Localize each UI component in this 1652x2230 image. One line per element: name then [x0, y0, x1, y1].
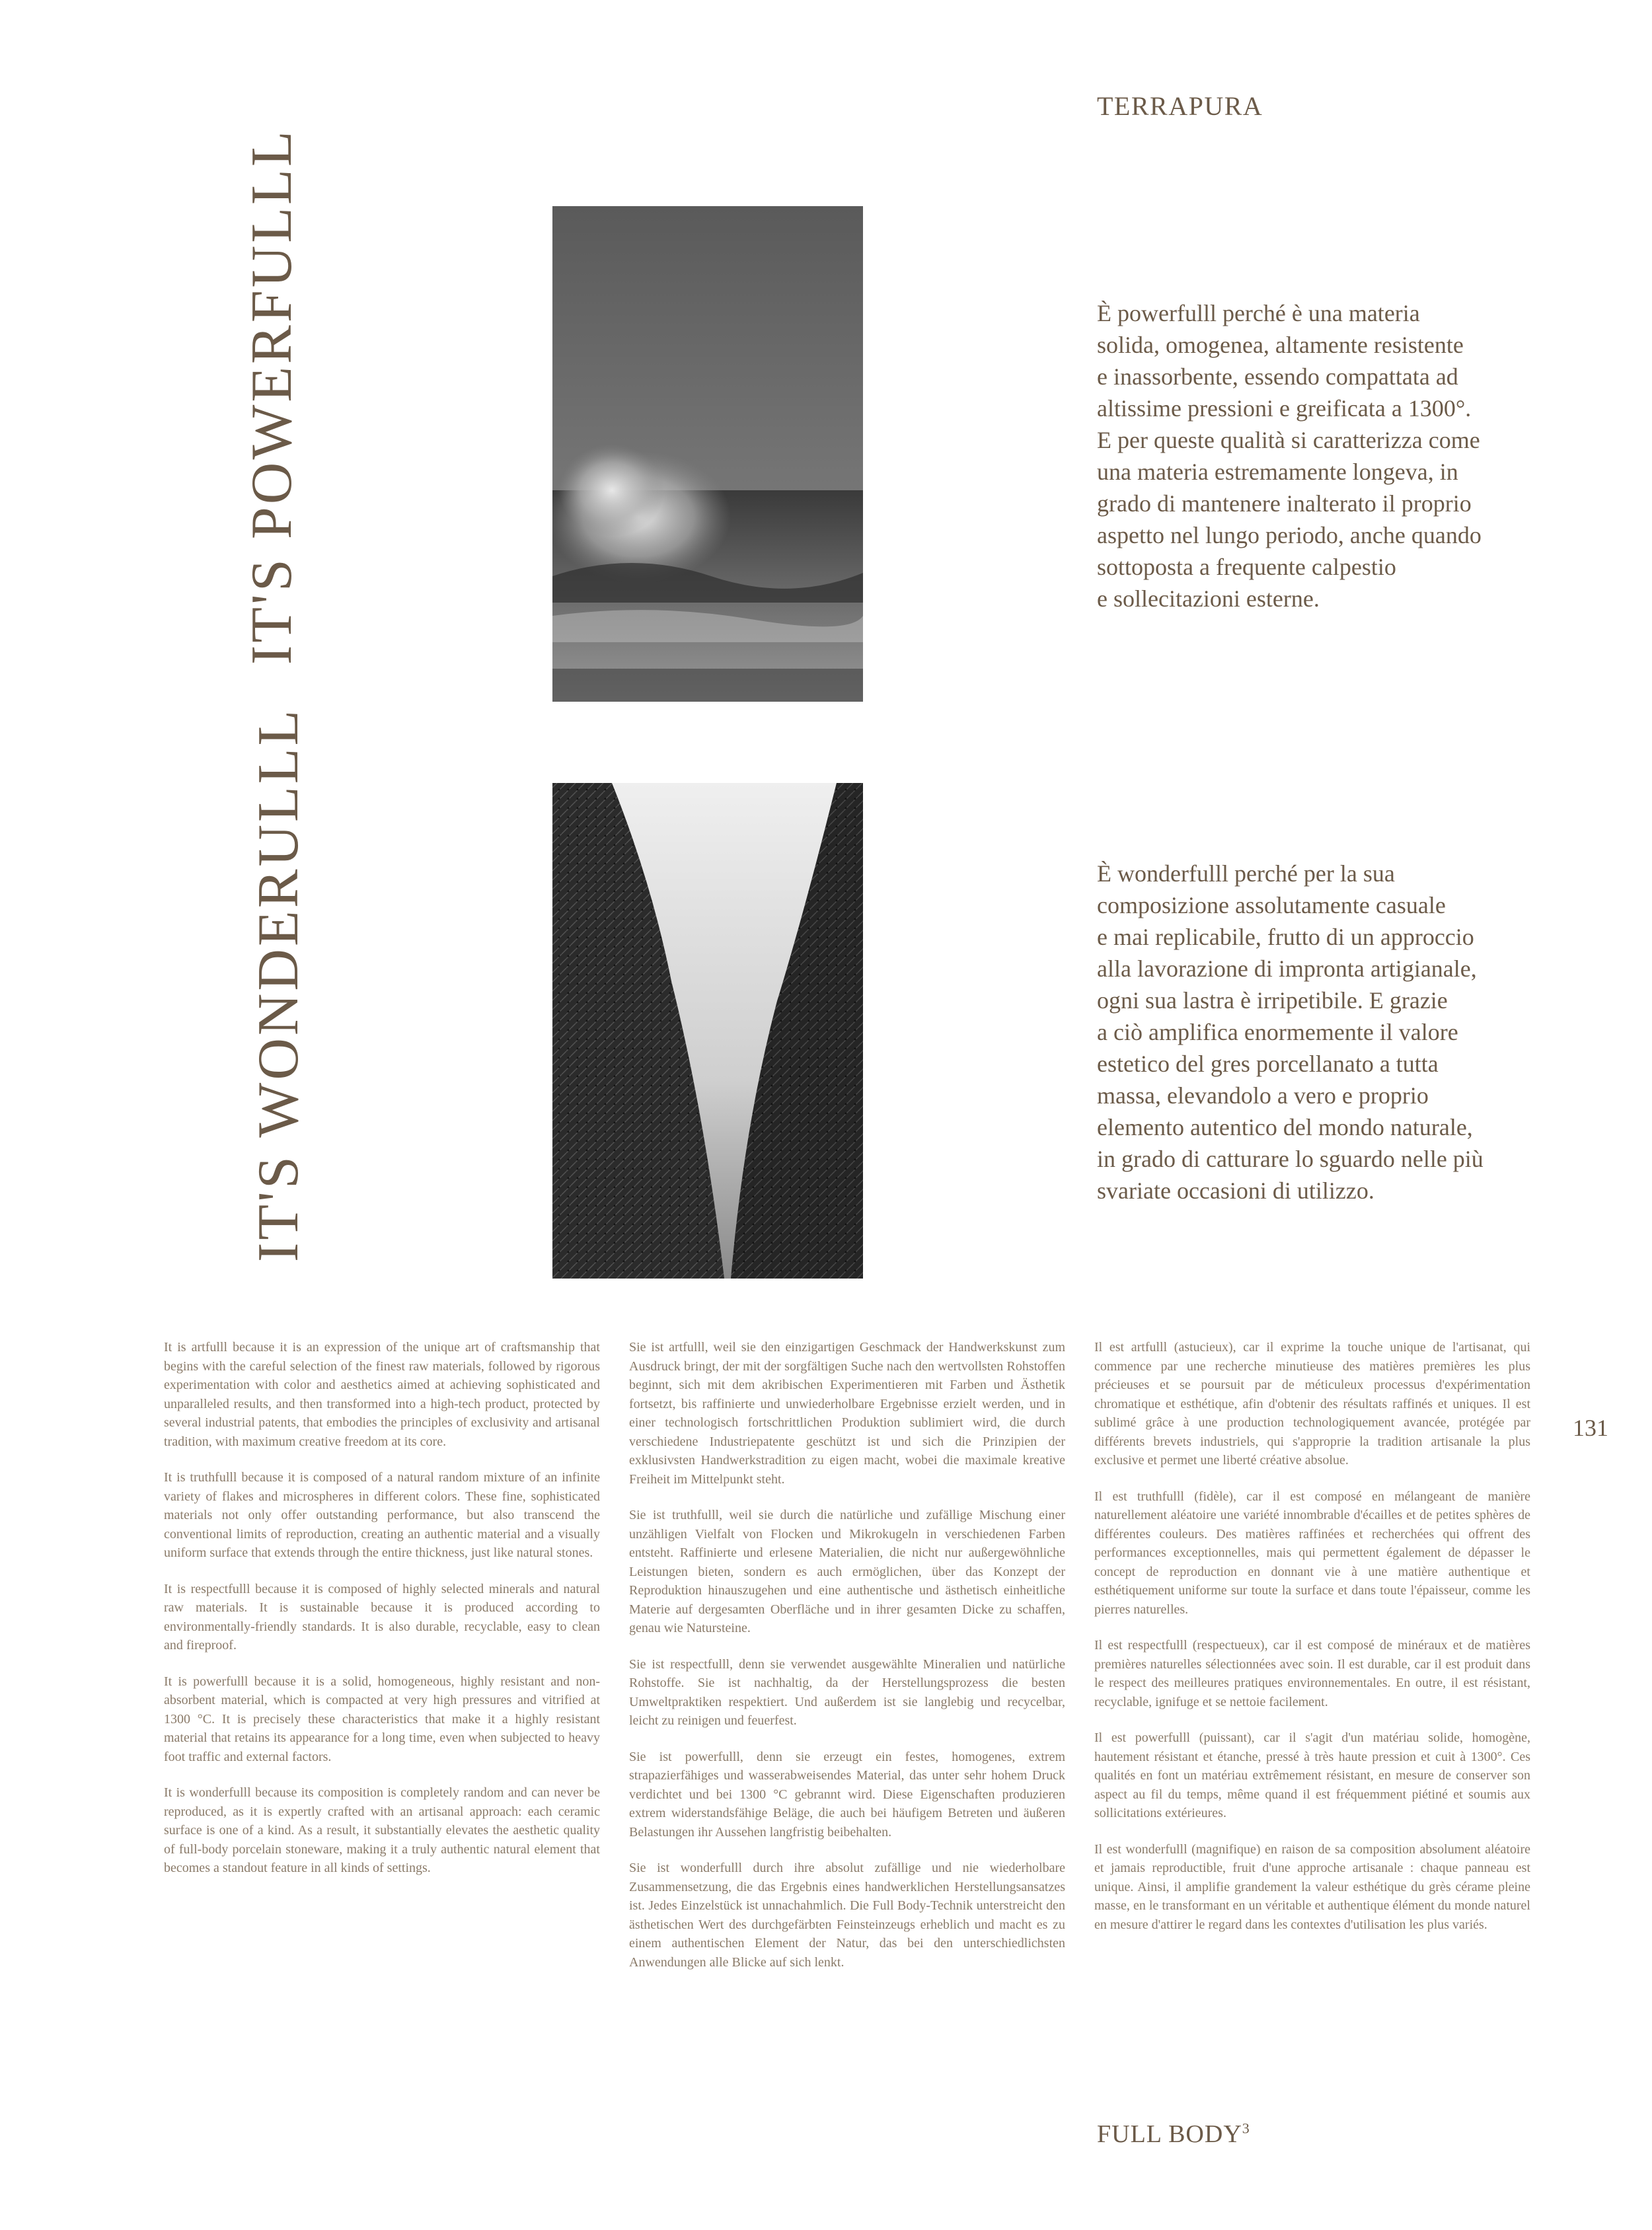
english-artfull: It is artfulll because it is an expression of the unique art of craftsmanship that begins with the careful selection of the finest raw materials, followed by rigorous experimentation with color and aesthetics aimed at achieving sophisticated and unparalleled results, and then transformed into a high-tech product, protected by several industrial patents, that embodies the principles of exclusivity and artisanal tradition, with maximum creative freedom at its core. — [164, 1340, 600, 1449]
footer-text: FULL BODY — [1097, 2120, 1242, 2148]
footer-superscript: 3 — [1242, 2120, 1250, 2137]
french-truthfull: Il est truthfulll (fidèle), car il est composé en mélangeant de manière naturellement aléatoire une variété innombrable d'écailles et de petites sphères de différentes couleurs. Des matières raffinées et recherchées qui offrent des performances exceptionnelles, mais qui permettent également de dépasser le concept de reproduction en donnant vie à une matière authentique et esthétiquement uniforme sur toute la surface et dans toute l'épaisseur, comme les pierres naturelles. — [1094, 1489, 1530, 1617]
english-powerfull: It is powerfulll because it is a solid, homogeneous, highly resistant and non-absorbent material, which is compacted at very high pressures and vitrified at 1300 °C. It is precisely these characteristics that make it a highly resistant material that retains its appearance for a long time, even when subjected to heavy foot traffic and external factors. — [164, 1674, 600, 1764]
ocean-wave-photo — [552, 206, 863, 702]
powerfull-description: È powerfulll perché è una materia solida, omogenea, altamente resistente e inassorbente, essendo compattata ad altissime pressioni e greificata a 1300°. E per queste qualità si caratterizza come una materia estremamente longeva, in grado di mantenere inalterato il proprio aspetto nel lungo periodo, anche quando sottoposta a frequente calpestio e sollecitazioni esterne. — [1097, 300, 1482, 612]
english-column — [164, 1338, 600, 1895]
brand-name: TERRAPURA — [1097, 91, 1263, 121]
page-number: 131 — [1573, 1415, 1608, 1441]
french-respectfull: Il est respectfulll (respectueux), car il est composé de minéraux et de matières premières naturelles sélectionnées avec soin. Il est durable, car il est produit dans le respect des meilleures pratiques environnementales. En outre, il est résistant, recyclable, ignifuge et se nettoie facilement. — [1094, 1638, 1530, 1709]
vertical-title-wonderfull: IT'S WONDERULLL — [246, 707, 311, 1262]
french-wonderfull: Il est wonderfulll (magnifique) en raison de sa composition absolument aléatoire et jamais reproductible, fruit d'une approche artisanale : chaque panneau est unique. Ainsi, il amplifie grandement la valeur esthétique du grès cérame pleine masse, en le transformant en un véritable et authentique élément du monde naturel en mesure d'attirer le regard dans les contextes d'utilisation les plus variés. — [1094, 1841, 1530, 1932]
footer-title — [1097, 2120, 1250, 2149]
german-column — [629, 1338, 1065, 1989]
rocky-cliffs-photo — [552, 783, 863, 1279]
french-powerfull: Il est powerfulll (puissant), car il s'agit d'un matériau solide, homogène, hautement résistant et étanche, pressé à très haute pression et cuit à 1300°. Ces qualités en font un matériau extrêmement résistant, en mesure de conserver son aspect au fil du temps, même quand il est fréquemment piétiné et soumis aux sollicitations extérieures. — [1094, 1730, 1530, 1820]
german-powerfull: Sie ist powerfulll, denn sie erzeugt ein festes, homogenes, extrem strapazierfähiges und wasserabweisendes Material, das unter sehr hohem Druck verdichtet und bei 1300 °C gebrannt wird. Diese Eigenschaften produzieren extrem widerstandsfähige Beläge, die auch bei häufigem Betreten und äußeren Belastungen ihr Aussehen langfristig beibehalten. — [629, 1749, 1065, 1840]
vertical-title-powerfull: IT'S POWERFULLL — [240, 128, 304, 665]
english-wonderfull: It is wonderfulll because its composition is completely random and can never be reproduced, as it is expertly crafted with an artisanal approach: each ceramic surface is one of a kind. As a result, it substantially elevates the aesthetic quality of full-body porcelain stoneware, making it a truly authentic natural element that becomes a standout feature in all kinds of settings. — [164, 1785, 600, 1875]
german-respectfull: Sie ist respectfulll, denn sie verwendet ausgewählte Mineralien und natürliche Rohstoffe. Sie ist nachhaltig, da der Herstellungsprozess die besten Umweltpraktiken respektiert. Und außerdem ist sie langlebig und recycelbar, leicht zu reinigen und feuerfest. — [629, 1656, 1065, 1728]
french-artfull: Il est artfulll (astucieux), car il exprime la touche unique de l'artisanat, qui commence par une recherche minutieuse des matières premières les plus précieuses et se poursuit par de méticuleux processus d'expérimentation chromatique et esthétique, afin d'obtenir des résultats raffinés et uniques. Il est sublimé grâce à une production technologiquement avancée, protégée par différents brevets industriels, qui s'approprie la tradition artisanale la plus exclusive et permet une liberté créative absolue. — [1094, 1340, 1530, 1468]
english-respectfull: It is respectfulll because it is composed of highly selected minerals and natural raw materials. It is sustainable because it is produced according to environmentally-friendly standards. It is also durable, recyclable, easy to clean and fireproof. — [164, 1581, 600, 1653]
german-artfull: Sie ist artfulll, weil sie den einzigartigen Geschmack der Handwerkskunst zum Ausdruck bringt, der mit der sorgfältigen Suche nach den wertvollsten Rohstoffen beginnt, sich mit dem akribischen Experimentieren mit Farben und Ästhetik fortsetzt, bis raffinierte und unwiederholbare Ergebnisse erzielt werden, und in einer technologisch fortschrittlichen Produktion sublimiert wird, die durch verschiedene Industriepatente geschützt ist und sich die Prinzipien der exklusivsten Handwerkstradition zu eigen macht, wobei die maximale kreative Freiheit im Mittelpunkt steht. — [629, 1340, 1065, 1487]
german-wonderfull: Sie ist wonderfulll durch ihre absolut zufällige und nie wiederholbare Zusammensetzung, die das Ergebnis eines handwerklichen Herstellungsansatzes ist. Jedes Einzelstück ist unnachahmlich. Die Full Body-Technik unterstreicht den ästhetischen Wert des durchgefärbten Feinsteinzeugs erheblich und macht es zu einem authentischen Element der Natur, das bei den unterschiedlichsten Anwendungen alle Blicke auf sich lenkt. — [629, 1861, 1065, 1970]
english-truthfull: It is truthfulll because it is composed of a natural random mixture of an infinite variety of flakes and microspheres in different colors. These fine, sophisticated materials not only offer outstanding performance, but also transcend the conventional limits of reproduction, creating an authentic material and a visually uniform surface that extends through the entire thickness, just like natural stones. — [164, 1470, 600, 1560]
wonderfull-description: È wonderfulll perché per la sua composizione assolutamente casuale e mai replicabile, frutto di un approccio alla lavorazione di impronta artigianale, ogni sua lastra è irripetibile. E grazie a ciò amplifica enormemente il valore estetico del gres porcellanato a tutta massa, elevandolo a vero e proprio elemento autentico del mondo naturale, in grado di catturare lo sguardo nelle più svariate occasioni di utilizzo. — [1097, 860, 1483, 1204]
french-column — [1094, 1338, 1530, 1951]
german-truthfull: Sie ist truthfulll, weil sie durch die natürliche und zufällige Mischung einer unzähligen Vielfalt von Flocken und Mikrokugeln in verschiedenen Farben entsteht. Raffinierte und erlesene Materialien, die nicht nur außergewöhnliche Leistungen bieten, sondern es auch ermöglichen, über das Konzept der Reproduktion hinauszugehen und eine authentische und ästhetisch einheitliche Materie auf dergesamten Oberfläche und in ihrer gesamten Dicke zu schaffen, genau wie Natursteine. — [629, 1508, 1065, 1635]
